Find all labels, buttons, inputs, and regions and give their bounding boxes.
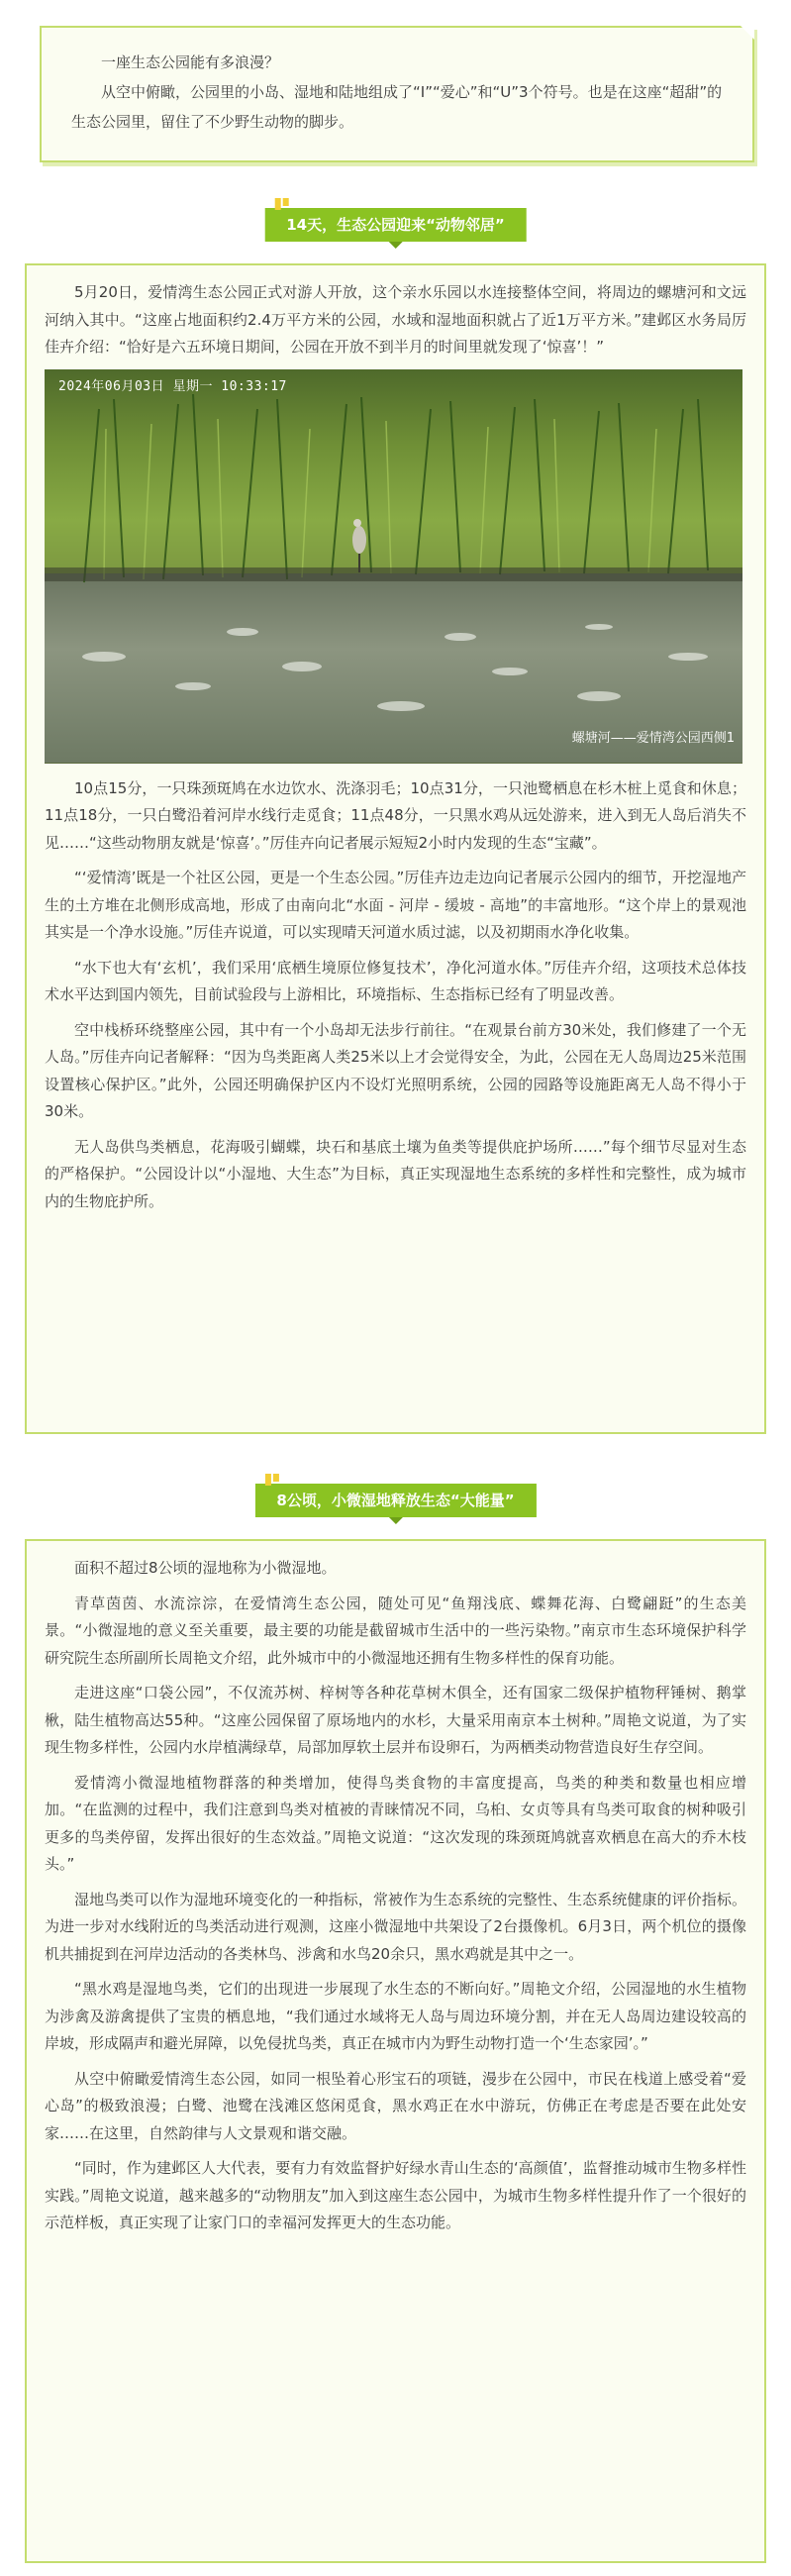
intro-paragraph: 一座生态公园能有多浪漫？ xyxy=(101,53,280,71)
section1-paragraph: 无人岛供鸟类栖息，花海吸引蝴蝶，块石和基底土壤为鱼类等提供庇护场所……”每个细节尽显对生态的严格保护。“公园设计以“小湿地、大生态”为目标，真正实现湿地生态系统的多样性和完整性，成为城市内的生物庇护所。 xyxy=(45,1137,746,1210)
intro-corner-fold xyxy=(741,26,754,40)
section1-content xyxy=(45,279,746,1223)
section2-paragraph: 青草茵茵、水流淙淙，在爱情湾生态公园，随处可见“鱼翔浅底、蝶舞花海、白鹭翩跹”的生态美景。“小微湿地的意义至关重要，最主要的功能是截留城市生活中的一些污染物。”南京市生态环境保护科学研究院生态所副所长周艳文介绍，此外城市中的小微湿地还拥有生物多样性的保育功能。 xyxy=(45,1594,746,1667)
badge-accent xyxy=(282,198,288,206)
section1-paragraph: 10点15分，一只珠颈斑鸠在水边饮水、洗涤羽毛；10点31分，一只池鹭栖息在杉木桩上觅食和休息；11点18分，一只白鹭沿着河岸水线行走觅食；11点48分，一只黑水鸡从远处游来，进入到无人岛后消失不见……“这些动物朋友就是‘惊喜’。”厉佳卉向记者展示短短2小时内发现的生态“宝藏”。 xyxy=(45,778,746,852)
section2-paragraph: “同时，作为建邺区人大代表，要有力有效监督护好绿水青山生态的‘高颜值’，监督推动城市生物多样性实践。”周艳文说道，越来越多的“动物朋友”加入到这座生态公园中，为城市生物多样性提升作了一个很好的示范样板，真正实现了让家门口的幸福河发挥更大的生态功能。 xyxy=(45,2159,746,2231)
section1-paragraph: “水下也大有‘玄机’，我们采用‘底栖生境原位修复技术’，净化河道水体。”厉佳卉介绍，这项技术总体技术水平达到国内领先，目前试验段与上游相比，环境指标、生态指标已经有了明显改善。 xyxy=(45,958,746,1003)
section2-paragraph: 从空中俯瞰爱情湾生态公园，如同一根坠着心形宝石的项链，漫步在公园中，市民在栈道上感受着“爱心岛”的极致浪漫；白鹭、池鹭在浅滩区悠闲觅食，黑水鸡正在水中游玩，仿佛正在考虑是否要在此处安家……在这里，自然韵律与人文景观和谐交融。 xyxy=(45,2069,746,2142)
section2-box xyxy=(25,1539,766,2563)
intro-text xyxy=(71,48,723,137)
section2-title: 8公顷，小微湿地释放生态“大能量” xyxy=(276,1492,515,1509)
heron-figure xyxy=(352,519,366,572)
badge-pointer xyxy=(389,242,403,249)
section1-paragraph: 5月20日，爱情湾生态公园正式对游人开放，这个亲水乐园以水连接整体空间，将周边的螺塘河和文远河纳入其中。“这座占地面积约2.4万平方米的公园，水域和湿地面积就占了近1万平方米。”建邺区水务局厉佳卉介绍：“恰好是六五环境日期间，公园在开放不到半月的时间里就发现了‘惊喜’！” xyxy=(45,283,746,356)
section2-paragraph: 湿地鸟类可以作为湿地环境变化的一种指标，常被作为生态系统的完整性、生态系统健康的评价指标。为进一步对水线附近的鸟类活动进行观测，这座小微湿地中共架设了2台摄像机。6月3日，两个机位的摄像机共捕捉到在河岸边活动的各类林鸟、涉禽和水鸟20余只，黑水鸡就是其中之一。 xyxy=(45,1890,746,1963)
badge-pointer xyxy=(389,1517,403,1524)
wetland-photo xyxy=(45,369,742,764)
badge-accent xyxy=(274,198,280,210)
section2-paragraph: 爱情湾小微湿地植物群落的种类增加，使得鸟类食物的丰富度提高，鸟类的种类和数量也相应增加。“在监测的过程中，我们注意到鸟类对植被的青睐情况不同，乌桕、女贞等具有鸟类可取食的树种吸引更多的鸟类停留，发挥出很好的生态效益。”周艳文说道：“这次发现的珠颈斑鸠就喜欢栖息在高大的乔木枝头。” xyxy=(45,1773,746,1873)
photo-scene xyxy=(45,369,742,764)
section1-title: 14天，生态公园迎来“动物邻居” xyxy=(286,216,505,234)
section2-title-badge xyxy=(254,1484,536,1517)
section2-paragraph: 走进这座“口袋公园”，不仅流苏树、梓树等各种花草树木俱全，还有国家二级保护植物秤锤树、鹅掌楸，陆生植物高达55种。“这座公园保留了原场地内的水杉，大量采用南京本土树种。”周艳文说道，为了实现生物多样性，公园内水岸植满绿草，局部加厚软土层并布设卵石，为两栖类动物营造良好生存空间。 xyxy=(45,1684,746,1756)
section2-paragraph: 面积不超过8公顷的湿地称为小微湿地。 xyxy=(74,1559,337,1577)
intro-box xyxy=(40,26,754,162)
photo-caption: 螺塘河——爱情湾公园西侧1 xyxy=(571,730,735,746)
section2-header xyxy=(0,1470,791,1529)
section2-content xyxy=(45,1555,746,2245)
badge-accent xyxy=(264,1474,270,1486)
photo-timestamp: 2024年06月03日 星期一 10:33:17 xyxy=(58,378,287,394)
section2-paragraph: “黑水鸡是湿地鸟类，它们的出现进一步展现了水生态的不断向好。”周艳文介绍，公园湿地的水生植物为涉禽及游禽提供了宝贵的栖息地，“我们通过水域将无人岛与周边环境分割，并在无人岛周边建设较高的岸坡，形成隔声和避光屏障，以免侵扰鸟类，真正在城市内为野生动物打造一个‘生态家园’。” xyxy=(45,1980,746,2052)
section1-paragraph: 空中栈桥环绕整座公园，其中有一个小岛却无法步行前往。“在观景台前方30米处，我们修建了一个无人岛。”厉佳卉向记者解释：“因为鸟类距离人类25米以上才会觉得安全，为此，公园在无人岛周边25米范围设置核心保护区。”此外，公园还明确保护区内不设灯光照明系统，公园的园路等设施距离无人岛不得小于30米。 xyxy=(45,1020,746,1120)
section1-header xyxy=(0,194,791,254)
section1-box xyxy=(25,263,766,1434)
intro-paragraph: 从空中俯瞰，公园里的小岛、湿地和陆地组成了“I”“爱心”和“U”3个符号。也是在这座“超甜”的生态公园里，留住了不少野生动物的脚步。 xyxy=(71,83,723,131)
section1-paragraph: “‘爱情湾’既是一个社区公园，更是一个生态公园。”厉佳卉边走边向记者展示公园内的细节，开挖湿地产生的土方堆在北侧形成高地，形成了由南向北“水面 - 河岸 - 缓坡 - 高地”的丰富地形。“这个岸上的景观池其实是一个净水设施。”厉佳卉说道，可以实现晴天河道水质过滤，以及初期雨水净化收集。 xyxy=(45,869,746,941)
section1-title-badge xyxy=(264,208,527,242)
badge-accent xyxy=(272,1474,278,1482)
